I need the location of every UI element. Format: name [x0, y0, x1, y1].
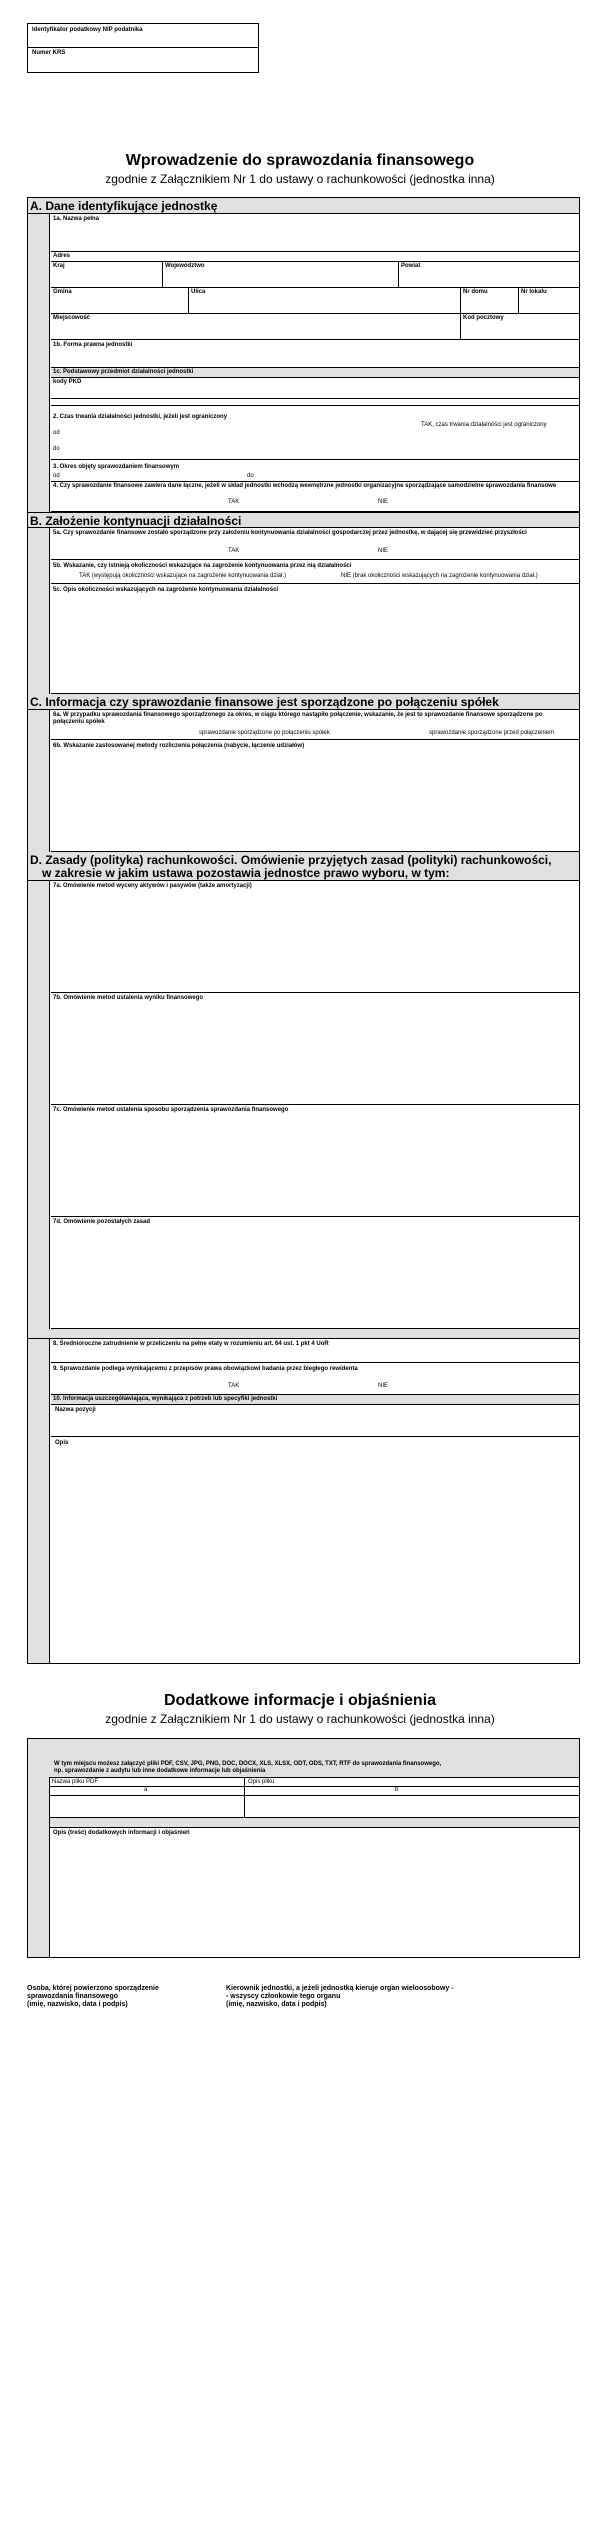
field-wojewodztwo[interactable]	[163, 262, 399, 287]
divider	[28, 47, 258, 48]
signature-right-line3: (imię, nazwisko, data i podpis)	[226, 2001, 327, 2008]
additional-subtitle: zgodnie z Załącznikiem Nr 1 do ustawy o rachunkowości (jednostka inna)	[105, 1712, 495, 1726]
header-id-box	[27, 23, 259, 73]
field-5a-label: 5a. Czy sprawozdanie finansowe zostało sporządzone przy założeniu kontynuowania działalności gospodarczej przez jednostkę, w dającej się przewidzieć przyszłości	[53, 530, 527, 536]
address-row-3	[51, 314, 579, 340]
field-5c[interactable]	[51, 584, 579, 694]
section-a-header	[28, 198, 579, 214]
signature-right-line1: Kierownik jednostki, a jeżeli jednostką kieruje organ wieloosobowy -	[226, 1985, 454, 1992]
field-2-od[interactable]: od	[53, 430, 60, 436]
col-name-header	[50, 1778, 245, 1786]
field-5c-label: 5c. Opis okoliczności wskazujących na zagrożenie kontynuowania działalności	[53, 587, 279, 593]
field-5a-tak[interactable]: TAK	[228, 548, 240, 554]
field-6a-option-after[interactable]: sprawozdanie sporządzone po połączeniu spółek	[199, 730, 330, 736]
nr-domu-label: Nr domu	[463, 289, 488, 295]
col-b-label: b	[395, 1787, 399, 1793]
field-1c-label: 1c. Podstawowy przedmiot działalności jednostki	[53, 369, 194, 375]
attachments-spacer	[50, 1818, 579, 1828]
field-10-header	[51, 1395, 579, 1405]
ulica-label: Ulica	[191, 289, 206, 295]
field-6a-option-before[interactable]: sprawozdanie sporządzone przed połączeniem	[429, 730, 555, 736]
field-4-tak[interactable]: TAK	[228, 499, 240, 505]
field-5a	[51, 528, 579, 560]
attachments-table-header	[50, 1777, 579, 1787]
field-1a[interactable]	[51, 214, 579, 252]
field-6a	[51, 710, 579, 740]
field-9	[51, 1363, 579, 1395]
col-desc-label: Opis pliku	[248, 1779, 275, 1785]
signature-right-line2: - wszyscy członkowie tego organu	[226, 1993, 341, 2000]
field-2	[51, 406, 579, 460]
field-9-nie[interactable]: NIE	[378, 1383, 389, 1389]
signature-left-line3: (imię, nazwisko, data i podpis)	[27, 2001, 128, 2008]
col-a-label: a	[144, 1787, 148, 1793]
wojewodztwo-label: Województwo	[165, 263, 205, 269]
field-3-do[interactable]: do	[247, 473, 254, 479]
field-nr-domu[interactable]	[461, 288, 519, 313]
field-7c-label: 7c. Omówienie metod ustalenia sposobu sporządzenia sprawozdania finansowego	[53, 1107, 289, 1113]
attachment-file-cell[interactable]	[50, 1796, 245, 1817]
nazwa-pozycji-label: Nazwa pozycji	[55, 1407, 96, 1413]
field-10-nazwa-pozycji[interactable]	[51, 1405, 579, 1437]
field-1b-label: 1b. Forma prawna jednostki	[53, 342, 133, 348]
intro-subtitle: zgodnie z Załącznikiem Nr 1 do ustawy o rachunkowości (jednostka inna)	[105, 172, 495, 186]
kod-label: Kod pocztowy	[463, 315, 504, 321]
nr-lokalu-label: Nr lokalu	[521, 289, 547, 295]
field-7b-label: 7b. Omówienie metod ustalenia wyniku finansowego	[53, 995, 204, 1001]
field-powiat[interactable]	[399, 262, 579, 287]
field-3-od[interactable]: od	[53, 473, 60, 479]
field-7a-label: 7a. Omówienie metod wyceny aktywów i pasywów (także amortyzacji)	[53, 883, 252, 889]
additional-title: Dodatkowe informacje i objaśnienia	[163, 1692, 437, 1709]
field-7c[interactable]	[51, 1105, 579, 1217]
powiat-label: Powiat	[401, 263, 421, 269]
field-3-label: 3. Okres objęty sprawozdaniem finansowym	[53, 464, 180, 470]
nip-input[interactable]	[28, 34, 258, 46]
field-8[interactable]	[51, 1339, 579, 1363]
section-c-header	[28, 694, 579, 710]
field-2-tak-option[interactable]: TAK, czas trwania działalności jest ograniczony	[421, 422, 547, 428]
field-6a-label: 6a. W przypadku sprawozdania finansowego sporządzonego za okres, w ciągu którego nastąpiło połączenie, wskazanie, że jest to sprawozdanie finansowe sporządzone po połączeniu spółek	[53, 712, 543, 725]
field-1c-header	[51, 368, 579, 378]
field-4-label: 4. Czy sprawozdanie finansowe zawiera dane łączne, jeżeli w skład jednostki wchodzą wewnętrzne jednostki organizacyjne sporządzające samodzielne sprawozdania finansowe	[53, 483, 557, 489]
field-7a[interactable]	[51, 881, 579, 993]
attachments-letter-row	[50, 1787, 579, 1796]
additional-opis-label: Opis (treść) dodatkowych informacji i objaśnień	[53, 1830, 190, 1836]
miejscowosc-label: Miejscowość	[53, 315, 91, 321]
section-c-title: C. Informacja czy sprawozdanie finansowe jest sporządzone po połączeniu spółek	[30, 695, 499, 709]
field-nr-lokalu[interactable]	[519, 288, 579, 313]
field-3	[51, 460, 579, 482]
field-5b-nie[interactable]: NIE (brak okoliczności wskazujących na zagrożenie kontynuowania dział.)	[341, 573, 538, 579]
section-e-header	[28, 1329, 579, 1339]
section-b-title: B. Założenie kontynuacji działalności	[30, 514, 242, 528]
field-kraj[interactable]	[51, 262, 163, 287]
field-10-opis[interactable]	[51, 1437, 579, 1663]
field-10-label: 10. Informacja uszczegóławiająca, wynikająca z potrzeb lub specyfiki jednostki	[53, 1396, 278, 1402]
signature-left-line2: sprawozdania finansowego	[27, 1993, 119, 2000]
attach-instruction-line2: np. sprawozdanie z audytu lub inne dodatkowe informacje lub objaśnienia	[54, 1768, 266, 1774]
form-gutter	[28, 198, 50, 1663]
col-a-cell	[50, 1787, 245, 1795]
attachment-row[interactable]	[50, 1796, 579, 1818]
gmina-label: Gmina	[53, 289, 72, 295]
additional-opis-field[interactable]	[50, 1828, 579, 1957]
field-2-label: 2. Czas trwania działalności jednostki, jeżeli jest ograniczony	[53, 414, 228, 420]
field-kod-pocztowy[interactable]	[461, 314, 579, 339]
field-pkd[interactable]	[51, 378, 579, 406]
address-header	[51, 252, 579, 262]
address-row-2	[51, 288, 579, 314]
field-5a-nie[interactable]: NIE	[378, 548, 389, 554]
pkd-label: kody PKD	[53, 379, 82, 385]
address-label: Adres	[53, 253, 71, 259]
section-d-title-line2: w zakresie w jakim ustawa pozostawia jednostce prawo wyboru, w tym:	[42, 866, 450, 880]
field-8-label: 8. Średnioroczne zatrudnienie w przeliczeniu na pełne etaty w rozumieniu art. 64 ust. 1 pkt 4 UoR	[53, 1341, 329, 1347]
nip-label: Identyfikator podatkowy NIP podatnika	[32, 27, 143, 33]
signature-left-line1: Osoba, której powierzono sporządzenie	[27, 1985, 159, 1992]
field-6b[interactable]	[51, 740, 579, 852]
field-4	[51, 482, 579, 512]
krs-input[interactable]	[28, 58, 258, 72]
field-9-tak[interactable]: TAK	[228, 1383, 240, 1389]
section-a-title: A. Dane identyfikujące jednostkę	[30, 199, 218, 213]
field-1a-label: 1a. Nazwa pełna	[53, 216, 100, 222]
section-d-title-line1: D. Zasady (polityka) rachunkowości. Omówienie przyjętych zasad (polityki) rachunkowości,	[30, 853, 552, 867]
field-2-do[interactable]: do	[53, 446, 60, 452]
section-b-header	[28, 512, 579, 528]
opis-label: Opis	[55, 1440, 69, 1446]
field-9-label: 9. Sprawozdanie podlega wynikającemu z przepisów prawa obowiązkowi badania przez biegłego rewidenta	[53, 1366, 358, 1372]
address-row-1	[51, 262, 579, 288]
intro-title: Wprowadzenie do sprawozdania finansowego	[125, 152, 475, 169]
field-7d[interactable]	[51, 1217, 579, 1329]
field-1b[interactable]	[51, 340, 579, 368]
field-5b	[51, 560, 579, 584]
section-d-header	[28, 852, 579, 881]
col-name-label: Nazwa pliku PDF	[52, 1779, 99, 1785]
kraj-label: Kraj	[53, 263, 65, 269]
krs-label: Numer KRS	[32, 50, 66, 56]
attach-instruction-line1: W tym miejscu możesz załączyć pliki PDF, CSV, JPG, PNG, DOC, DOCX, XLS, XLSX, ODT, ODS, TXT, RTF do sprawozdania finansowego,	[54, 1761, 442, 1767]
field-5b-label: 5b. Wskazanie, czy istnieją okoliczności wskazujące na zagrożenie kontynuowania przez nią działalności	[53, 563, 352, 569]
field-7d-label: 7d. Omówienie pozostałych zasad	[53, 1219, 151, 1225]
field-ulica[interactable]	[189, 288, 461, 313]
field-gmina[interactable]	[51, 288, 189, 313]
field-7b[interactable]	[51, 993, 579, 1105]
pkd-line	[51, 398, 579, 399]
field-miejscowosc[interactable]	[51, 314, 461, 339]
field-5b-tak[interactable]: TAK (występują okoliczności wskazujące na zagrożenie kontynuowania dział.)	[79, 573, 286, 579]
field-4-nie[interactable]: NIE	[378, 499, 389, 505]
field-6b-label: 6b. Wskazanie zastosowanej metody rozliczenia połączenia (nabycie, łączenie udziałów)	[53, 743, 305, 749]
